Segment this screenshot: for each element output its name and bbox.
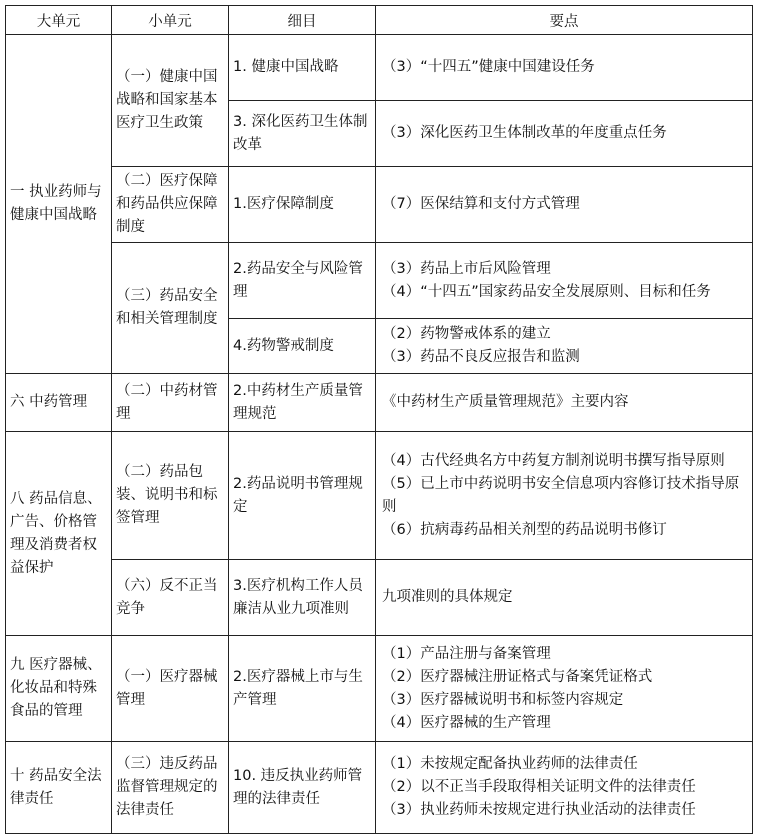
key-point: （2）药物警戒体系的建立 xyxy=(382,326,551,342)
syllabus-table xyxy=(5,5,753,834)
detail-cell: 2.药品说明书管理规定 xyxy=(229,432,376,560)
key-points-cell xyxy=(376,374,753,432)
key-point: （4）“十四五”国家药品安全发展原则、目标和任务 xyxy=(382,283,711,300)
key-point: （5）已上市中药说明书安全信息项内容修订技术指导原则 xyxy=(382,475,740,515)
key-point: （4）医疗器械的生产管理 xyxy=(382,714,551,731)
key-points-cell xyxy=(376,35,753,101)
detail-cell: 2.医疗器械上市与生产管理 xyxy=(229,636,376,742)
sub-unit-cell: （一）医疗器械管理 xyxy=(112,636,229,742)
key-point: （3）“十四五”健康中国建设任务 xyxy=(382,59,595,75)
detail-cell: 3. 深化医药卫生体制改革 xyxy=(229,101,376,167)
detail-cell: 1. 健康中国战略 xyxy=(229,35,376,101)
key-points-cell xyxy=(376,101,753,167)
sub-unit-cell: （三）违反药品监督管理规定的法律责任 xyxy=(112,742,229,834)
header-cell: 大单元 xyxy=(6,6,112,35)
key-points-cell xyxy=(376,319,753,374)
header-row xyxy=(6,6,753,35)
key-point: 《中药材生产质量管理规范》主要内容 xyxy=(382,394,629,410)
header-cell: 小单元 xyxy=(112,6,229,35)
key-points-cell xyxy=(376,167,753,243)
key-points-cell xyxy=(376,243,753,319)
key-points-cell xyxy=(376,636,753,742)
major-unit-cell: 一 执业药师与健康中国战略 xyxy=(6,35,112,374)
sub-unit-cell: （二）中药材管理 xyxy=(112,374,229,432)
key-point: （6）抗病毒药品相关剂型的药品说明书修订 xyxy=(382,521,667,538)
sub-unit-cell: （三）药品安全和相关管理制度 xyxy=(112,243,229,374)
key-points-cell xyxy=(376,432,753,560)
table-row xyxy=(6,636,753,742)
key-point: （2）医疗器械注册证格式与备案凭证格式 xyxy=(382,668,653,685)
major-unit-cell: 九 医疗器械、化妆品和特殊食品的管理 xyxy=(6,636,112,742)
detail-cell: 3.医疗机构工作人员廉洁从业九项准则 xyxy=(229,560,376,636)
table-row xyxy=(6,560,753,636)
key-point: （3）深化医药卫生体制改革的年度重点任务 xyxy=(382,125,667,141)
key-point: （1）未按规定配备执业药师的法律责任 xyxy=(382,756,638,772)
sub-unit-cell: （二）药品包装、说明书和标签管理 xyxy=(112,432,229,560)
header-cell: 要点 xyxy=(376,6,753,35)
table-row xyxy=(6,432,753,560)
sub-unit-cell: （二）医疗保障和药品供应保障制度 xyxy=(112,167,229,243)
table-row xyxy=(6,243,753,319)
table-row xyxy=(6,742,753,834)
key-point: （3）医疗器械说明书和标签内容规定 xyxy=(382,691,624,708)
key-point: （3）执业药师未按规定进行执业活动的法律责任 xyxy=(382,802,696,818)
header-cell: 细目 xyxy=(229,6,376,35)
detail-cell: 4.药物警戒制度 xyxy=(229,319,376,374)
detail-cell: 1.医疗保障制度 xyxy=(229,167,376,243)
major-unit-cell: 六 中药管理 xyxy=(6,374,112,432)
major-unit-cell: 八 药品信息、广告、价格管理及消费者权益保护 xyxy=(6,432,112,636)
key-point: （2）以不正当手段取得相关证明文件的法律责任 xyxy=(382,779,696,795)
key-point: （3）药品上市后风险管理 xyxy=(382,260,551,277)
key-point: （4）古代经典名方中药复方制剂说明书撰写指导原则 xyxy=(382,452,725,469)
detail-cell: 2.药品安全与风险管理 xyxy=(229,243,376,319)
key-point: （3）药品不良反应报告和监测 xyxy=(382,349,580,365)
sub-unit-cell: （六）反不正当竞争 xyxy=(112,560,229,636)
key-point: （7）医保结算和支付方式管理 xyxy=(382,196,580,212)
key-points-cell xyxy=(376,742,753,834)
table-body xyxy=(6,35,753,834)
table-row xyxy=(6,374,753,432)
key-point: （1）产品注册与备案管理 xyxy=(382,645,551,662)
table-row xyxy=(6,35,753,101)
table-row xyxy=(6,167,753,243)
detail-cell: 10. 违反执业药师管理的法律责任 xyxy=(229,742,376,834)
key-point: 九项准则的具体规定 xyxy=(382,589,513,605)
sub-unit-cell: （一）健康中国战略和国家基本医疗卫生政策 xyxy=(112,35,229,167)
key-points-cell xyxy=(376,560,753,636)
detail-cell: 2.中药材生产质量管理规范 xyxy=(229,374,376,432)
major-unit-cell: 十 药品安全法律责任 xyxy=(6,742,112,834)
